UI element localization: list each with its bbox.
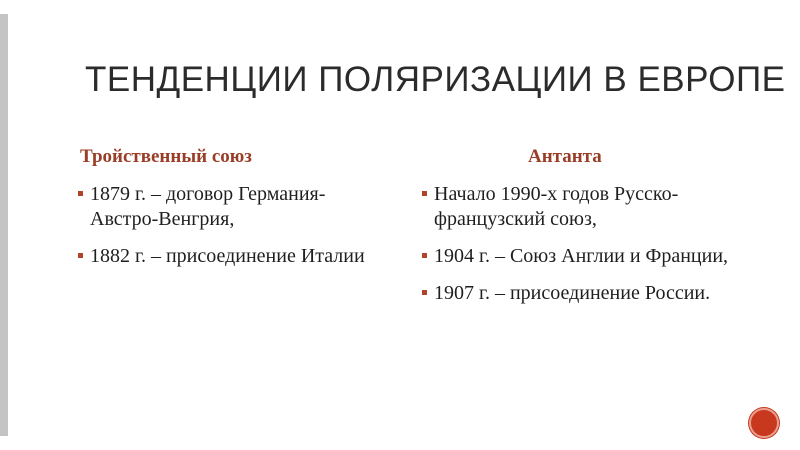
left-bullet-list [78,182,378,281]
square-bullet-icon [78,253,83,258]
list-item [78,182,378,232]
square-bullet-icon [422,191,427,196]
slide-number-badge [749,408,779,438]
list-item-text: 1904 г. – Союз Англии и Франции, [434,245,729,267]
list-item-text: 1882 г. – присоединение Италии [90,245,365,267]
list-item [422,244,732,269]
square-bullet-icon [422,253,427,258]
square-bullet-icon [422,290,427,295]
list-item-text: Начало 1990-х годов Русско-французский союз, [434,183,679,230]
list-item-text: 1907 г. – присоединение России. [434,282,711,304]
list-item [78,244,378,269]
right-column-heading: Антанта [528,146,602,167]
list-item [422,182,732,232]
left-column-heading: Тройственный союз [80,146,252,167]
square-bullet-icon [78,191,83,196]
right-bullet-list [422,182,732,318]
left-decorative-bar [0,14,8,436]
list-item [422,281,732,306]
slide-title: ТЕНДЕНЦИИ ПОЛЯРИЗАЦИИ В ЕВРОПЕ [85,60,786,99]
list-item-text: 1879 г. – договор Германия-Австро-Венгрия, [90,183,326,230]
